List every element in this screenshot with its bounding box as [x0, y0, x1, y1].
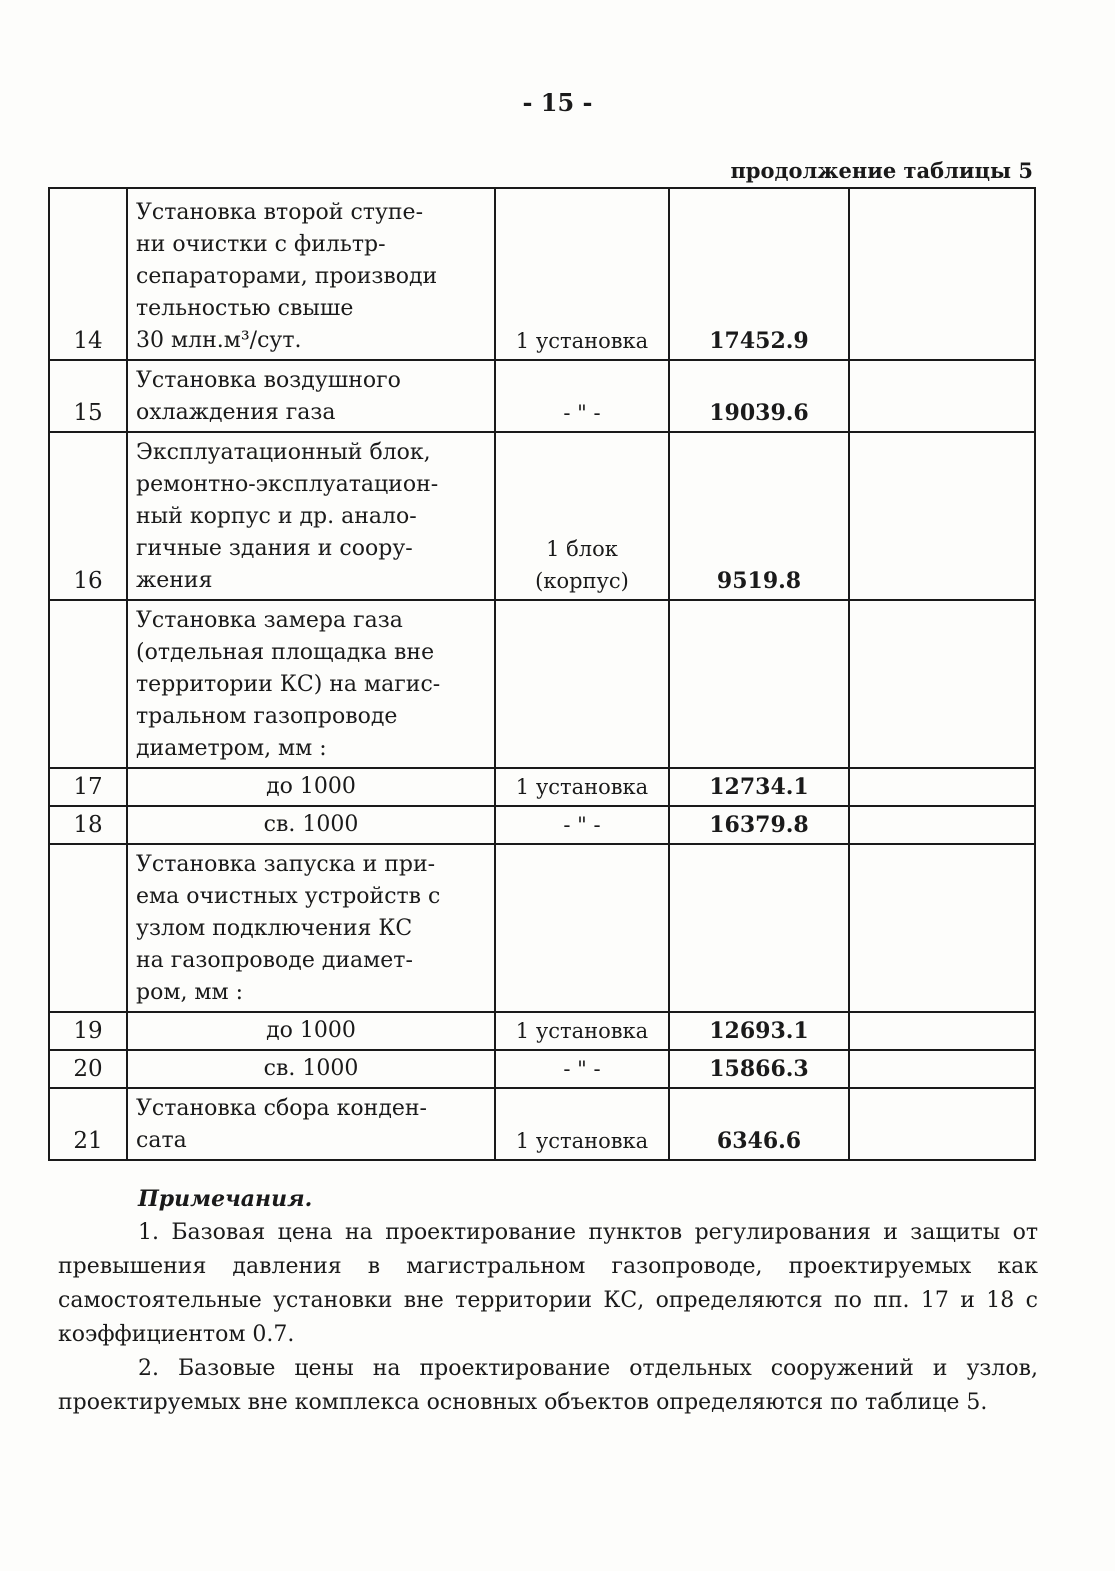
- row-unit-text: - " -: [563, 813, 601, 837]
- row-unit-text: 1 блок (корпус): [535, 537, 629, 593]
- row-unit-cell: [495, 844, 669, 1012]
- row-name-cell: [127, 1012, 495, 1050]
- table-body: [49, 188, 1035, 1160]
- row-number-text: 14: [73, 328, 103, 354]
- table-row: [49, 1012, 1035, 1050]
- row-unit-text: 1 установка: [515, 329, 649, 353]
- row-name-cell: [127, 1088, 495, 1160]
- row-price-text: 19039.6: [709, 400, 809, 426]
- row-price-cell: [669, 1012, 849, 1050]
- row-number-text: 16: [73, 568, 103, 594]
- row-name-cell: [127, 600, 495, 768]
- row-number-cell: [49, 1012, 127, 1050]
- row-name-text: Установка запуска и при- ема очистных устройств с узлом подключения КС на газопроводе диамет- ром, мм :: [136, 852, 441, 1005]
- row-unit-cell: [495, 1088, 669, 1160]
- row-name-text: Установка замера газа (отдельная площадка вне территории КС) на магис- тральном газопроводе диаметром, мм :: [136, 608, 441, 761]
- row-price-text: 12734.1: [709, 774, 809, 800]
- row-price-cell: [669, 1050, 849, 1088]
- row-price-text: 17452.9: [709, 328, 809, 354]
- row-unit-cell: [495, 432, 669, 600]
- row-unit-cell: [495, 806, 669, 844]
- row-number-cell: [49, 1088, 127, 1160]
- row-empty-cell: [849, 432, 1035, 600]
- row-unit-text: 1 установка: [515, 1019, 649, 1043]
- row-number-cell: [49, 360, 127, 432]
- table-row: [49, 188, 1035, 360]
- row-price-cell: [669, 844, 849, 1012]
- note-item: 1. Базовая цена на проектирование пунктов регулирования и защиты от превышения давления в магистральном газопроводе, проектируемых как самостоятельные установки вне территории КС, определяются по пп. 17 и 18 с коэффициентом 0.7.: [58, 1220, 1038, 1347]
- row-price-cell: [669, 806, 849, 844]
- row-unit-cell: [495, 600, 669, 768]
- row-number-text: 19: [73, 1018, 103, 1044]
- row-empty-cell: [849, 1088, 1035, 1160]
- row-number-cell: [49, 768, 127, 806]
- row-number-text: 21: [73, 1128, 103, 1154]
- row-price-text: 6346.6: [716, 1128, 802, 1154]
- row-empty-cell: [849, 806, 1035, 844]
- row-number-cell: [49, 600, 127, 768]
- row-name-text: св. 1000: [263, 1056, 359, 1081]
- row-name-cell: [127, 188, 495, 360]
- row-empty-cell: [849, 360, 1035, 432]
- table-row: [49, 1088, 1035, 1160]
- row-price-cell: [669, 1088, 849, 1160]
- row-empty-cell: [849, 844, 1035, 1012]
- row-name-cell: [127, 844, 495, 1012]
- row-price-cell: [669, 432, 849, 600]
- row-price-text: 16379.8: [709, 812, 809, 838]
- price-table: [48, 187, 1036, 1161]
- row-number-text: 18: [73, 812, 103, 838]
- row-price-cell: [669, 360, 849, 432]
- row-number-cell: [49, 432, 127, 600]
- table-row: [49, 1050, 1035, 1088]
- row-empty-cell: [849, 600, 1035, 768]
- row-number-cell: [49, 188, 127, 360]
- notes-title: Примечания.: [138, 1186, 313, 1212]
- row-unit-cell: [495, 768, 669, 806]
- note-item: 2. Базовые цены на проектирование отдельных сооружений и узлов, проектируемых вне комплекса основных объектов определяются по таблице 5.: [58, 1356, 1038, 1415]
- table-row: [49, 360, 1035, 432]
- row-empty-cell: [849, 188, 1035, 360]
- row-number-text: 20: [73, 1056, 103, 1082]
- row-empty-cell: [849, 1050, 1035, 1088]
- row-unit-cell: [495, 1050, 669, 1088]
- row-price-cell: [669, 600, 849, 768]
- row-empty-cell: [849, 768, 1035, 806]
- row-unit-cell: [495, 188, 669, 360]
- row-unit-text: - " -: [563, 1057, 601, 1081]
- row-name-text: Установка второй ступе- ни очистки с фильтр- сепараторами, производи тельностью свыше 30 млн.м³/сут.: [136, 200, 438, 353]
- row-unit-cell: [495, 360, 669, 432]
- table-continuation-label: продолжение таблицы 5: [730, 158, 1033, 183]
- row-name-cell: [127, 768, 495, 806]
- row-name-cell: [127, 806, 495, 844]
- row-number-text: 17: [73, 774, 103, 800]
- row-name-cell: [127, 432, 495, 600]
- row-price-text: 12693.1: [709, 1018, 809, 1044]
- row-number-cell: [49, 806, 127, 844]
- row-price-text: 9519.8: [716, 568, 802, 594]
- row-name-text: до 1000: [266, 1018, 356, 1043]
- row-unit-cell: [495, 1012, 669, 1050]
- page-number: - 15 -: [522, 88, 593, 117]
- row-price-cell: [669, 768, 849, 806]
- table-row: [49, 768, 1035, 806]
- table-row: [49, 844, 1035, 1012]
- notes-section: [58, 1182, 1038, 1420]
- row-name-text: Установка сбора конден- сата: [136, 1096, 427, 1153]
- table-row: [49, 432, 1035, 600]
- row-empty-cell: [849, 1012, 1035, 1050]
- row-unit-text: - " -: [563, 401, 601, 425]
- row-name-text: Эксплуатационный блок, ремонтно-эксплуатацион- ный корпус и др. анало- гичные здания и соору- жения: [136, 440, 439, 593]
- row-unit-text: 1 установка: [515, 1129, 649, 1153]
- row-unit-text: 1 установка: [515, 775, 649, 799]
- row-number-text: 15: [73, 400, 103, 426]
- row-price-text: 15866.3: [709, 1056, 809, 1082]
- table-row: [49, 806, 1035, 844]
- row-price-cell: [669, 188, 849, 360]
- table-row: [49, 600, 1035, 768]
- row-number-cell: [49, 844, 127, 1012]
- row-number-cell: [49, 1050, 127, 1088]
- row-name-text: св. 1000: [263, 812, 359, 837]
- row-name-text: до 1000: [266, 774, 356, 799]
- row-name-text: Установка воздушного охлаждения газа: [136, 368, 401, 425]
- row-name-cell: [127, 360, 495, 432]
- row-name-cell: [127, 1050, 495, 1088]
